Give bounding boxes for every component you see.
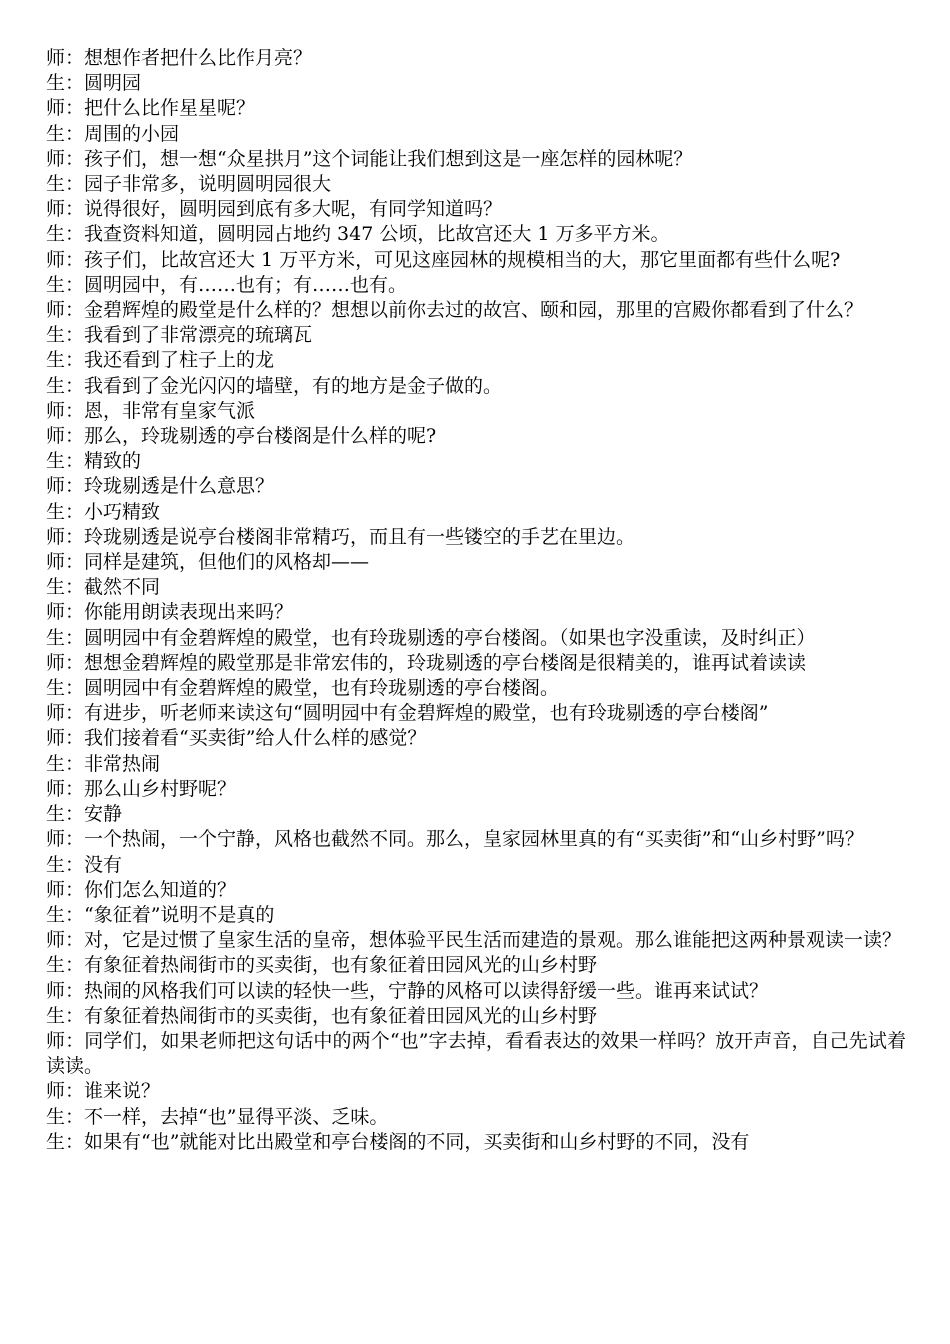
dialogue-line: 生：非常热闹: [46, 752, 161, 775]
dialogue-line: 生：精致的: [46, 450, 142, 473]
dialogue-line: 生：如果有“也”就能对比出殿堂和亭台楼阁的不同，买卖街和山乡村野的不同，没有: [46, 1130, 750, 1153]
dialogue-line: 师：那么，玲珑剔透的亭台楼阁是什么样的呢?: [46, 425, 437, 448]
dialogue-line: 生：我看到了金光闪闪的墙壁，有的地方是金子做的。: [46, 374, 503, 397]
dialogue-line: 师：同样是建筑，但他们的风格却——: [46, 551, 370, 574]
dialogue-line: 生：圆明园中有金碧辉煌的殿堂，也有玲珑剔透的亭台楼阁。: [46, 677, 560, 700]
dialogue-line: 生：我查资料知道，圆明园占地约 347 公顷，比故宫还大 1 万多平方米。: [46, 223, 670, 246]
dialogue-line: 师：玲珑剔透是什么意思？: [46, 475, 275, 498]
dialogue-line: 师：孩子们，想一想“众星拱月”这个词能让我们想到这是一座怎样的园林呢？: [46, 147, 693, 170]
dialogue-line: 生：安静: [46, 803, 123, 826]
dialogue-line: 生：“象征着”说明不是真的: [46, 903, 275, 926]
dialogue-line: 生：我看到了非常漂亮的琉璃瓦: [46, 324, 313, 347]
dialogue-line: 生：没有: [46, 853, 123, 876]
dialogue-line: 师：说得很好，圆明园到底有多大呢，有同学知道吗？: [46, 198, 503, 221]
dialogue-line: 师：玲珑剔透是说亭台楼阁非常精巧，而且有一些镂空的手艺在里边。: [46, 525, 636, 548]
dialogue-line: 师：对，它是过惯了皇家生活的皇帝，想体验平民生活而建造的景观。那么谁能把这两种景观读一读？: [46, 929, 902, 952]
dialogue-line: 师：热闹的风格我们可以读的轻快一些，宁静的风格可以读得舒缓一些。谁再来试试？: [46, 979, 769, 1002]
dialogue-line: 生：有象征着热闹街市的买卖街，也有象征着田园风光的山乡村野: [46, 954, 598, 977]
dialogue-line: 师：我们接着看“买卖街”给人什么样的感觉？: [46, 727, 427, 750]
dialogue-line: 生：截然不同: [46, 576, 161, 599]
dialogue-line: 生：园子非常多，说明圆明园很大: [46, 173, 332, 196]
dialogue-line: 师：想想金碧辉煌的殿堂那是非常宏伟的，玲珑剔透的亭台楼阁是很精美的，谁再试着读读: [46, 651, 807, 674]
dialogue-line: 生：圆明园: [46, 72, 142, 95]
dialogue-line: 师：谁来说？: [46, 1080, 161, 1103]
dialogue-line: 生：周围的小园: [46, 122, 180, 145]
dialogue-line: 生：不一样，去掉“也”显得平淡、乏味。: [46, 1105, 389, 1128]
dialogue-line: 生：圆明园中，有……也有；有……也有。: [46, 273, 408, 296]
dialogue-line: 师：有进步，听老师来读这句“圆明园中有金碧辉煌的殿堂，也有玲珑剔透的亭台楼阁”: [46, 702, 769, 725]
dialogue-line: 师：想想作者把什么比作月亮？: [46, 47, 313, 69]
dialogue-line: 师：同学们，如果老师把这句话中的两个“也”字去掉，看看表达的效果一样吗？放开声音，自己先试着读读。: [46, 1029, 906, 1078]
dialogue-line: 生：我还看到了柱子上的龙: [46, 349, 275, 372]
dialogue-line: 师：你们怎么知道的？: [46, 878, 237, 901]
dialogue-line: 师：金碧辉煌的殿堂是什么样的？想想以前你去过的故宫、颐和园，那里的宫殿你都看到了什么？: [46, 299, 864, 322]
document-page: [46, 46, 906, 1155]
dialogue-line: 师：那么山乡村野呢？: [46, 777, 237, 800]
dialogue-line: 师：把什么比作星星呢？: [46, 97, 256, 120]
dialogue-line: 师：你能用朗读表现出来吗？: [46, 601, 294, 624]
dialogue-line: 生：小巧精致: [46, 500, 161, 523]
dialogue-line: 师：恩，非常有皇家气派: [46, 399, 256, 422]
dialogue-line: 师：一个热闹，一个宁静，风格也截然不同。那么，皇家园林里真的有“买卖街”和“山乡村野”吗？: [46, 828, 864, 851]
dialogue-line: 师：孩子们，比故宫还大 1 万平方米，可见这座园林的规模相当的大，那它里面都有些什么呢?: [46, 248, 841, 271]
dialogue-line: 生：有象征着热闹街市的买卖街，也有象征着田园风光的山乡村野: [46, 1004, 598, 1027]
dialogue-line: 生：圆明园中有金碧辉煌的殿堂，也有玲珑剔透的亭台楼阁。（如果也字没重读，及时纠正）: [46, 626, 816, 649]
